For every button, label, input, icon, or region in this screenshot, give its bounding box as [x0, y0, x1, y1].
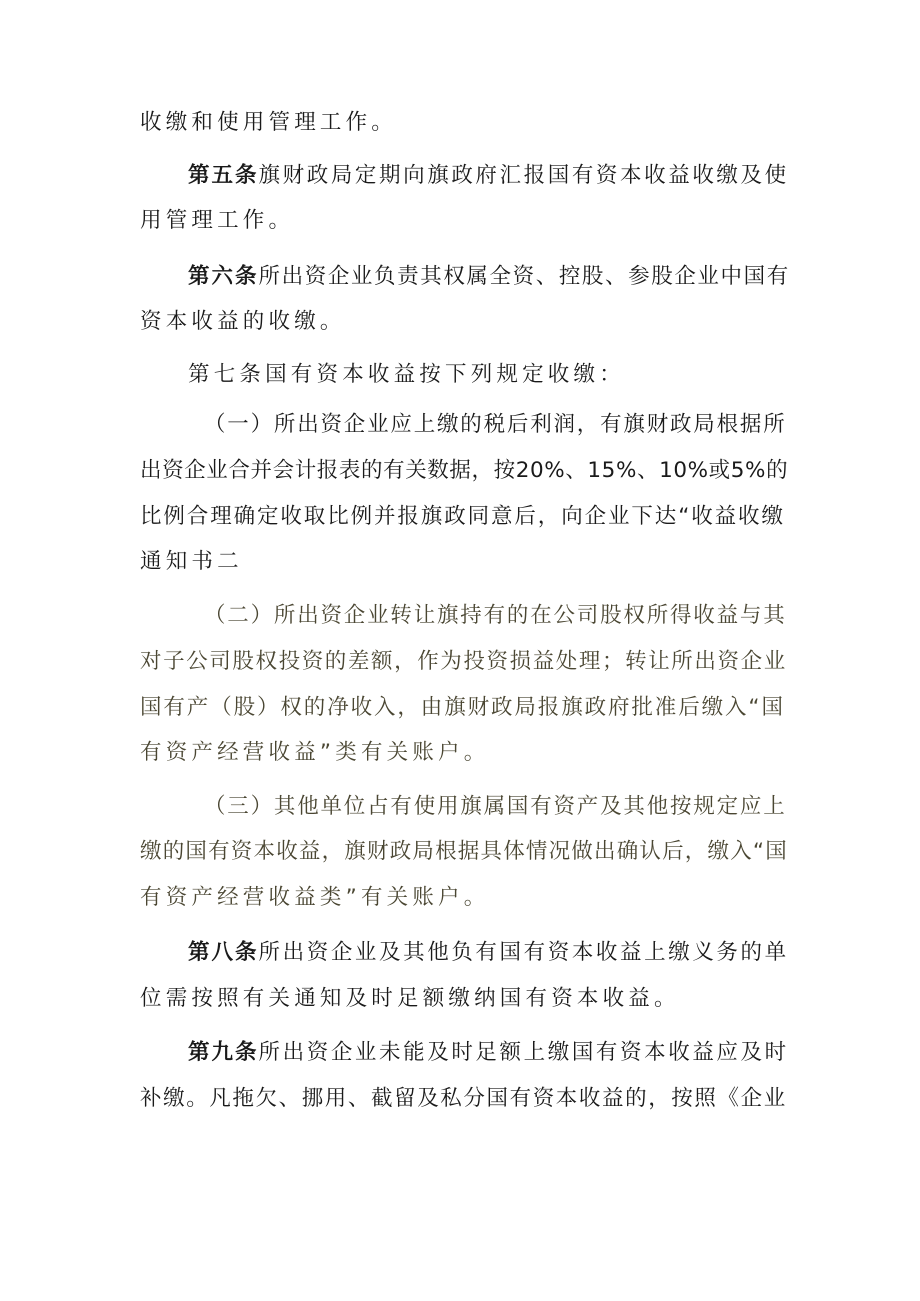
article-heading: 第六条	[188, 264, 259, 289]
text-line	[140, 837, 788, 867]
text-line	[140, 1084, 787, 1114]
text-line	[188, 161, 789, 191]
paragraph-text: 用管理工作。	[140, 208, 295, 233]
paragraph-text: 所出资企业及其他负有国有资本收益上缴义务的单	[258, 940, 789, 965]
paragraph-text: 有资产经营收益”类有关账户。	[140, 740, 490, 765]
text-line	[188, 1038, 789, 1068]
paragraph-text: 所出资企业负责其权属全资、控股、参股企业中国有	[258, 264, 790, 289]
paragraph-text: （三）其他单位占有使用旗属国有资产及其他按规定应上	[204, 794, 787, 819]
paragraph-text: 所出资企业未能及时足额上缴国有资本收益应及时	[258, 1040, 789, 1065]
text-line	[140, 502, 785, 532]
paragraph-text: 补缴。凡拖欠、挪用、截留及私分国有资本收益的，按照《企业	[140, 1086, 787, 1111]
paragraph-text: （二）所出资企业转让旗持有的在公司股权所得收益与其	[204, 603, 787, 628]
paragraph-text: 比例合理确定收取比例并报旗政同意后，向企业下达“收益收缴	[140, 504, 785, 529]
text-line	[140, 738, 489, 768]
article-heading: 第五条	[188, 163, 259, 188]
paragraph-text: 资本收益的收缴。	[140, 309, 346, 334]
text-line	[140, 547, 243, 577]
text-line	[140, 307, 346, 337]
paragraph-text: 旗财政局定期向旗政府汇报国有资本收益收缴及使	[258, 163, 789, 188]
text-line	[140, 108, 397, 138]
paragraph-text: 缴的国有资本收益，旗财政局根据具体情况做出确认后，缴入“国	[140, 839, 788, 864]
article-heading: 第九条	[188, 1040, 259, 1065]
text-line	[140, 206, 294, 236]
paragraph-text: （一）所出资企业应上缴的税后利润，有旗财政局根据所	[204, 412, 787, 437]
paragraph-text: 第七条国有资本收益按下列规定收缴：	[188, 362, 625, 387]
text-line	[204, 601, 787, 631]
paragraph-text: 有资产经营收益类”有关账户。	[140, 885, 490, 910]
text-line	[188, 360, 625, 390]
text-line	[140, 456, 788, 486]
paragraph-text: 通知书二	[140, 549, 243, 574]
text-line	[204, 410, 787, 440]
paragraph-text: 位需按照有关通知及时足额缴纳国有资本收益。	[140, 986, 680, 1011]
text-line	[204, 792, 787, 822]
paragraph-text: 收缴和使用管理工作。	[140, 110, 398, 135]
text-line	[140, 984, 680, 1014]
text-line	[188, 262, 790, 292]
paragraph-text: 国有产（股）权的净收入，由旗财政局报旗政府批准后缴入“国	[140, 695, 785, 720]
text-line	[188, 938, 789, 968]
text-line	[140, 883, 489, 913]
paragraph-text: 出资企业合并会计报表的有关数据，按20%、15%、10%或5%的	[140, 458, 789, 483]
article-heading: 第八条	[188, 940, 259, 965]
text-line	[140, 693, 785, 723]
paragraph-text: 对子公司股权投资的差额，作为投资损益处理；转让所出资企业	[140, 649, 787, 674]
text-line	[140, 647, 787, 677]
